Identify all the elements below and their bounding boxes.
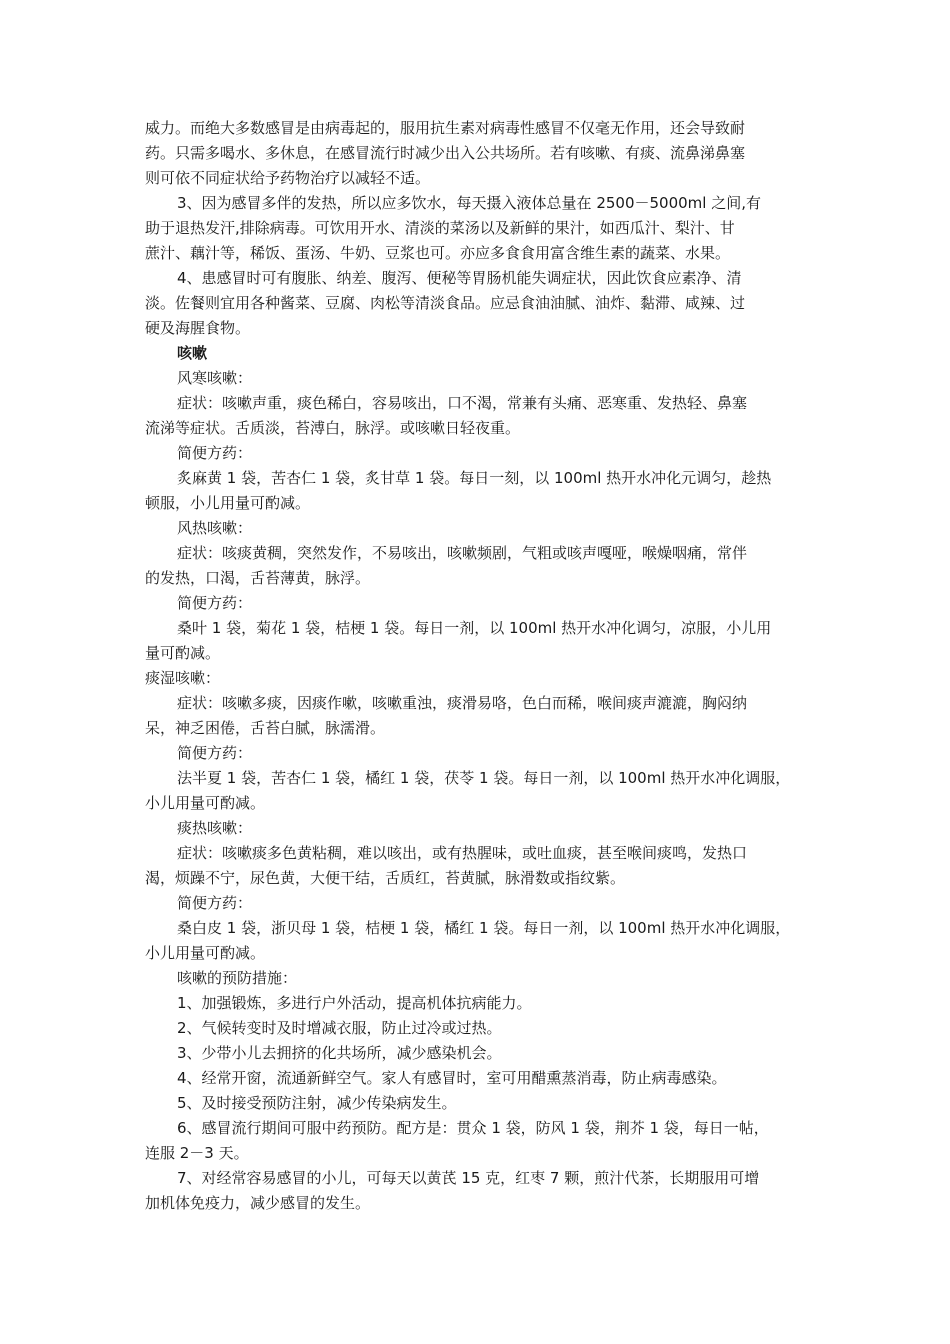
list-item-prevention-5 <box>145 1091 808 1116</box>
text-line: 小儿用量可酌减。 <box>145 794 266 812</box>
subheading-simple-remedy <box>145 741 808 766</box>
text-line: 小儿用量可酌减。 <box>145 944 266 962</box>
text-line: 风寒咳嗽： <box>177 369 253 387</box>
text-line: 7、对经常容易感冒的小儿，可每天以黄芪 15 克，红枣 7 颗，煎汁代茶，长期服用可增 <box>177 1169 760 1187</box>
text-line: 顿服，小儿用量可酌减。 <box>145 494 311 512</box>
text-line: 药。只需多喝水、多休息，在感冒流行时减少出入公共场所。若有咳嗽、有痰、流鼻涕鼻塞 <box>145 144 746 162</box>
list-item-prevention-1 <box>145 991 808 1016</box>
subheading-simple-remedy <box>145 591 808 616</box>
text-line: 症状：咳痰黄稠，突然发作，不易咳出，咳嗽频剧，气粗或咳声嘎哑，喉燥咽痛，常伴 <box>177 544 748 562</box>
text-line: 流涕等症状。舌质淡，苔溥白，脉浮。或咳嗽日轻夜重。 <box>145 419 521 437</box>
paragraph-wind-cold-symptoms <box>145 391 808 441</box>
text-line: 渴，烦躁不宁，尿色黄，大便干结，舌质红，苔黄腻，脉滑数或指纹紫。 <box>145 869 626 887</box>
text-line: 淡。佐餐则宜用各种酱菜、豆腐、肉松等清淡食品。应忌食油油腻、油炸、黏滞、咸辣、过 <box>145 294 746 312</box>
text-line: 症状：咳嗽痰多色黄粘稠，难以咳出，或有热腥味，或吐血痰，甚至喉间痰鸣，发热口 <box>177 844 748 862</box>
text-line: 2、气候转变时及时增减衣服，防止过冷或过热。 <box>177 1019 502 1037</box>
text-line: 威力。而绝大多数感冒是由病毒起的，服用抗生素对病毒性感冒不仅毫无作用，还会导致耐 <box>145 119 746 137</box>
text-line: 5、及时接受预防注射，减少传染病发生。 <box>177 1094 457 1112</box>
text-line: 症状：咳嗽多痰，因痰作嗽，咳嗽重浊，痰滑易咯，色白而稀，喉间痰声漉漉，胸闷纳 <box>177 694 748 712</box>
paragraph-phlegm-damp-remedy <box>145 766 808 816</box>
section-heading-cough <box>145 341 808 366</box>
text-line: 痰湿咳嗽： <box>145 669 221 687</box>
text-line: 蔗汁、藕汁等，稀饭、蛋汤、牛奶、豆浆也可。亦应多食食用富含维生素的蔬菜、水果。 <box>145 244 731 262</box>
text-line: 咳嗽 <box>177 344 208 362</box>
list-item-prevention-6 <box>145 1116 808 1166</box>
text-line: 咳嗽的预防措施： <box>177 969 298 987</box>
text-line: 简便方药： <box>177 444 253 462</box>
text-line: 加机体免疫力，减少感冒的发生。 <box>145 1194 371 1212</box>
subheading-phlegm-damp-cough <box>145 666 808 691</box>
paragraph-antibiotics <box>145 116 808 191</box>
text-line: 助于退热发汗,排除病毒。可饮用开水、清淡的菜汤以及新鲜的果汁，如西瓜汁、梨汁、甘 <box>145 219 735 237</box>
text-line: 简便方药： <box>177 894 253 912</box>
text-line: 桑叶 1 袋，菊花 1 袋，桔梗 1 袋。每日一剂，以 100ml 热开水冲化调匀，凉服，小儿用 <box>177 619 772 637</box>
text-line: 1、加强锻炼，多进行户外活动，提高机体抗病能力。 <box>177 994 532 1012</box>
text-line: 硬及海腥食物。 <box>145 319 251 337</box>
text-line: 桑白皮 1 袋，浙贝母 1 袋，桔梗 1 袋，橘红 1 袋。每日一剂，以 100ml 热开水冲化调服， <box>177 919 791 937</box>
text-line: 3、少带小儿去拥挤的化共场所，减少感染机会。 <box>177 1044 502 1062</box>
paragraph-wind-heat-symptoms <box>145 541 808 591</box>
paragraph-phlegm-heat-remedy <box>145 916 808 966</box>
subheading-simple-remedy <box>145 891 808 916</box>
text-line: 连服 2－3 天。 <box>145 1144 249 1162</box>
text-line: 量可酌减。 <box>145 644 221 662</box>
subheading-prevention <box>145 966 808 991</box>
list-item-prevention-7 <box>145 1166 808 1216</box>
subheading-phlegm-heat-cough <box>145 816 808 841</box>
paragraph-phlegm-damp-symptoms <box>145 691 808 741</box>
text-line: 3、因为感冒多伴的发热，所以应多饮水，每天摄入液体总量在 2500－5000ml 之间,有 <box>177 194 761 212</box>
text-line: 法半夏 1 袋，苦杏仁 1 袋，橘红 1 袋，茯苓 1 袋。每日一剂，以 100ml 热开水冲化调服， <box>177 769 791 787</box>
paragraph-wind-cold-remedy <box>145 466 808 516</box>
paragraph-item-4-diet <box>145 266 808 341</box>
paragraph-wind-heat-remedy <box>145 616 808 666</box>
text-line: 4、经常开窗，流通新鲜空气。家人有感冒时，室可用醋熏蒸消毒，防止病毒感染。 <box>177 1069 727 1087</box>
list-item-prevention-4 <box>145 1066 808 1091</box>
subheading-wind-heat-cough <box>145 516 808 541</box>
text-line: 则可依不同症状给予药物治疗以减轻不适。 <box>145 169 431 187</box>
text-line: 6、感冒流行期间可服中药预防。配方是：贯众 1 袋，防风 1 袋，荆芥 1 袋，每日一帖， <box>177 1119 769 1137</box>
paragraph-phlegm-heat-symptoms <box>145 841 808 891</box>
text-line: 症状：咳嗽声重，痰色稀白，容易咳出，口不渴，常兼有头痛、恶寒重、发热轻、鼻塞 <box>177 394 748 412</box>
text-line: 简便方药： <box>177 744 253 762</box>
subheading-simple-remedy <box>145 441 808 466</box>
text-line: 呆，神乏困倦，舌苔白腻，脉濡滑。 <box>145 719 386 737</box>
text-line: 风热咳嗽： <box>177 519 253 537</box>
text-line: 痰热咳嗽： <box>177 819 253 837</box>
list-item-prevention-3 <box>145 1041 808 1066</box>
text-line: 简便方药： <box>177 594 253 612</box>
subheading-wind-cold-cough <box>145 366 808 391</box>
paragraph-item-3-fluids <box>145 191 808 266</box>
text-line: 4、患感冒时可有腹胀、纳差、腹泻、便秘等胃肠机能失调症状，因此饮食应素净、清 <box>177 269 742 287</box>
text-line: 炙麻黄 1 袋，苦杏仁 1 袋，炙甘草 1 袋。每日一刻，以 100ml 热开水冲化元调匀，趁热 <box>177 469 772 487</box>
text-line: 的发热，口渴，舌苔薄黄，脉浮。 <box>145 569 371 587</box>
list-item-prevention-2 <box>145 1016 808 1041</box>
